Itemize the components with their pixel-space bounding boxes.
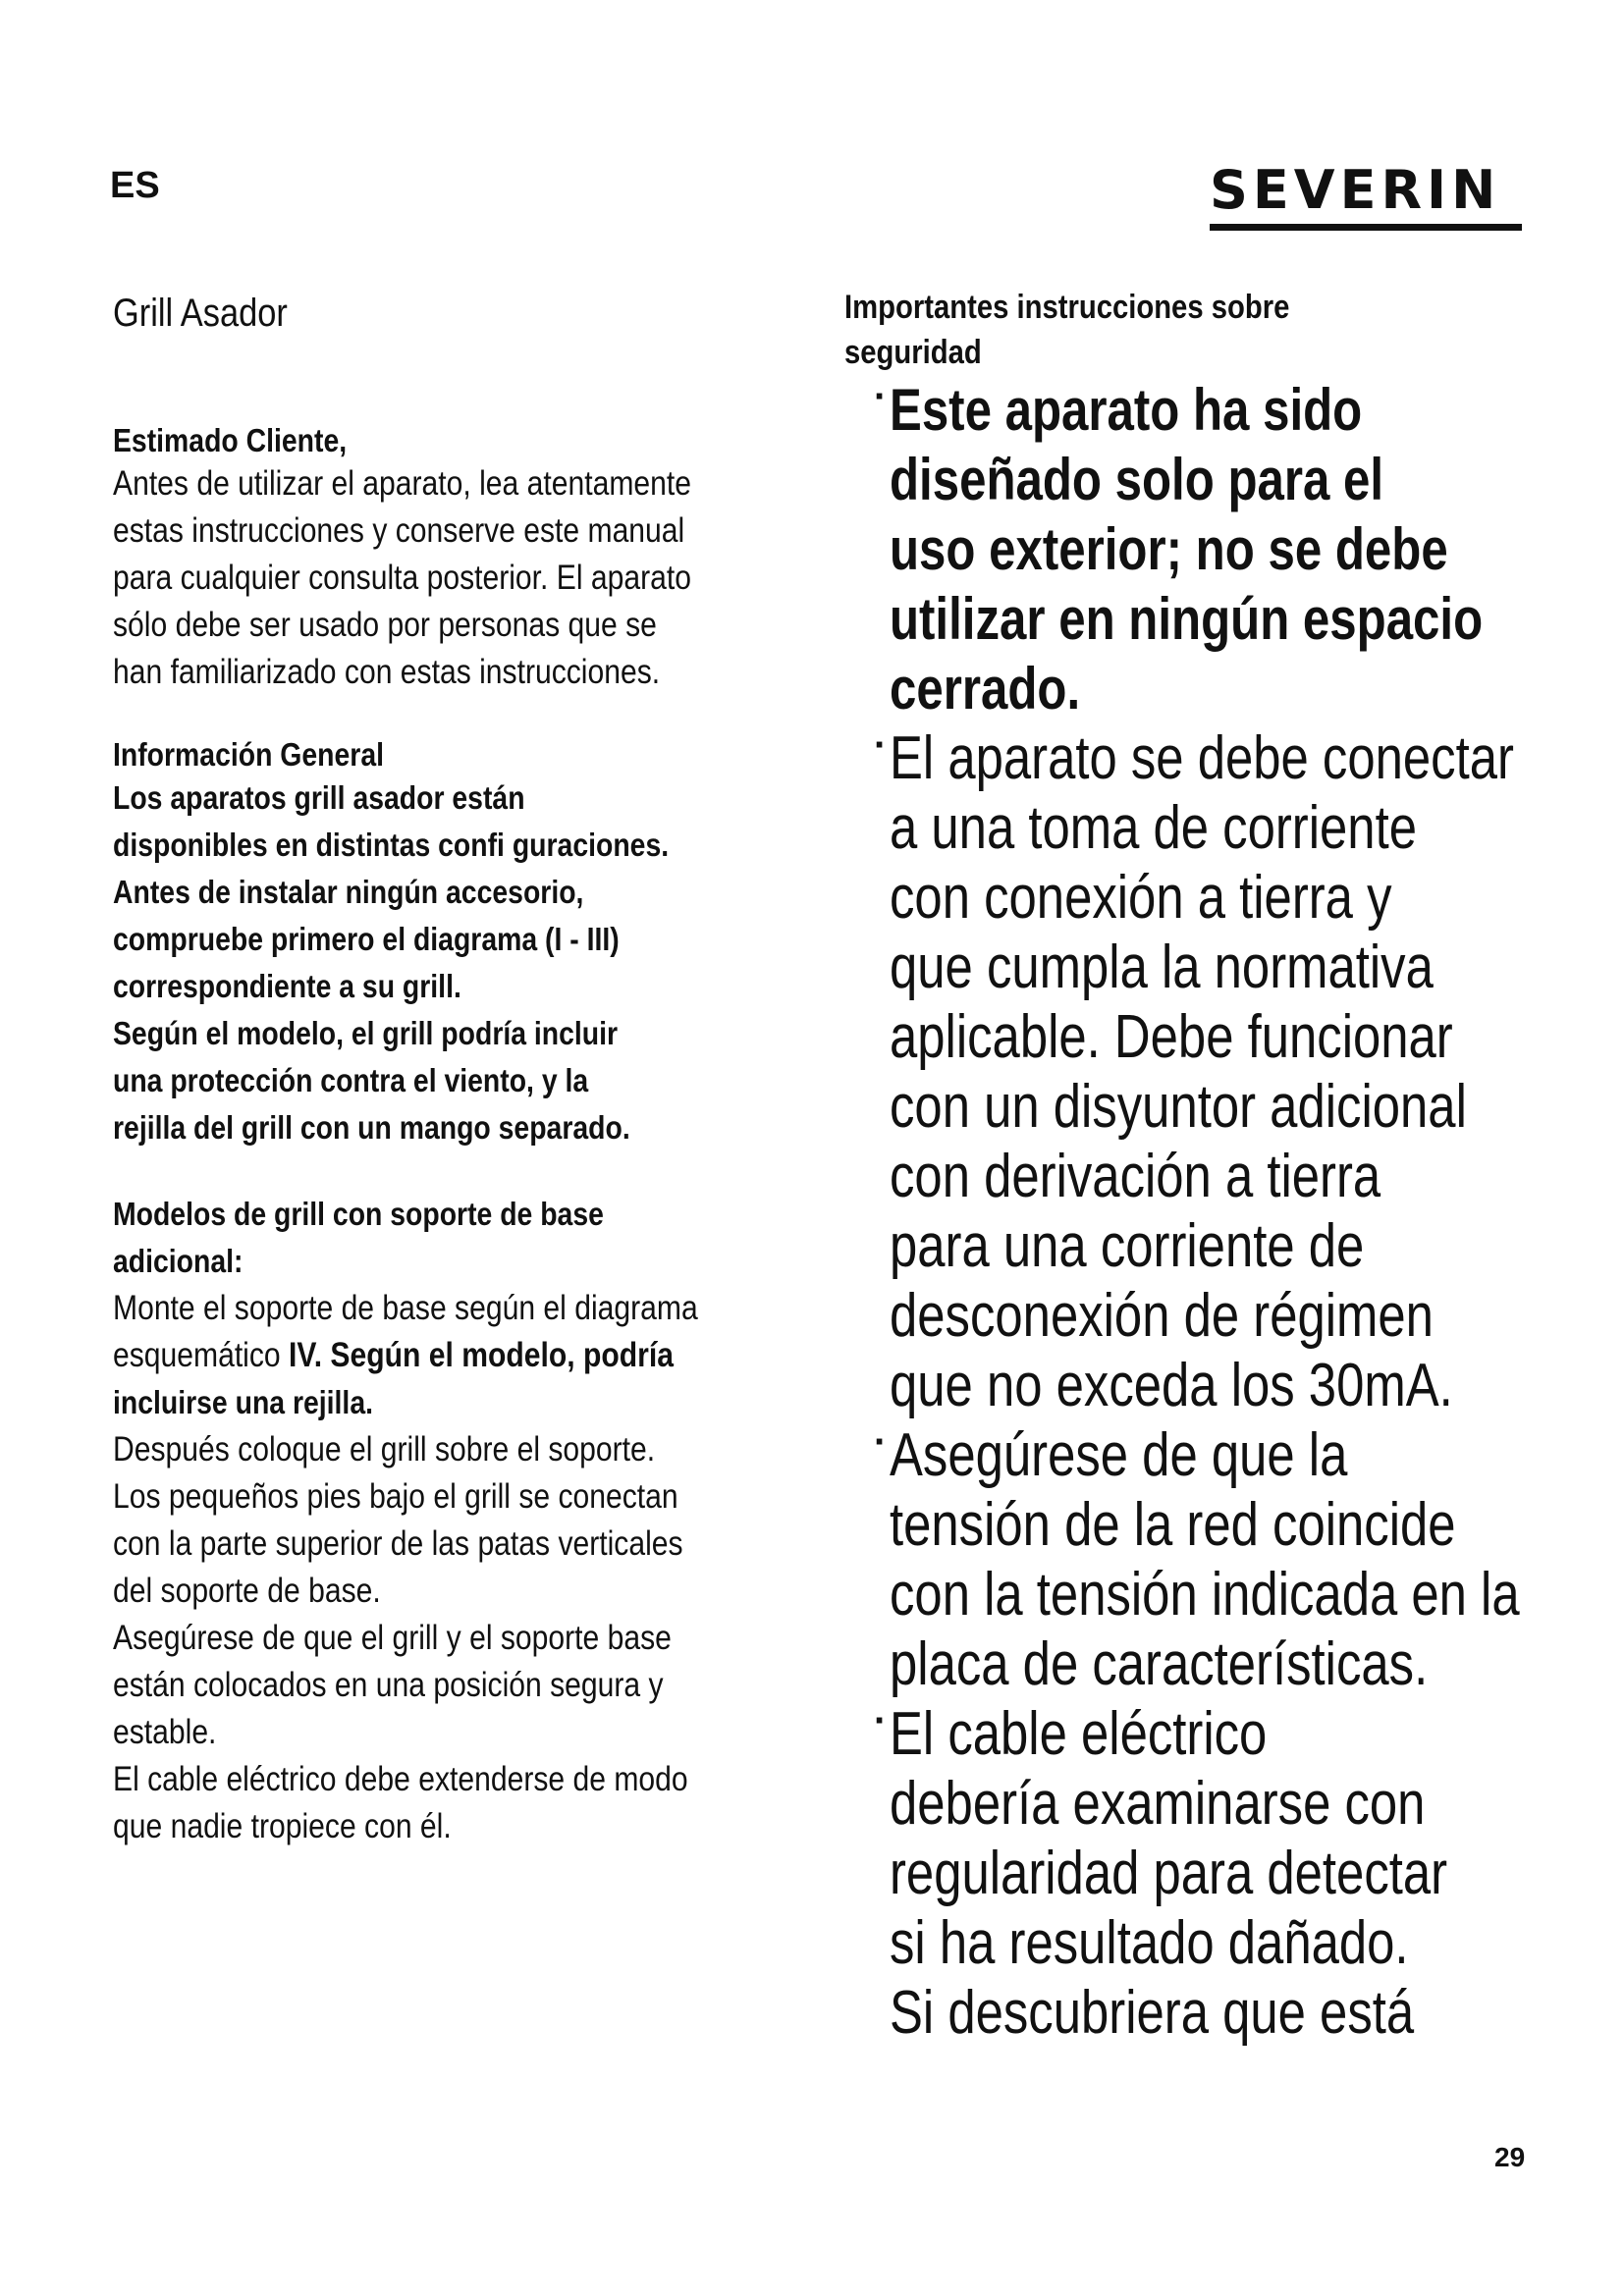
models-text-line-1: Monte el soporte de base según el diagrama <box>113 1289 698 1327</box>
brand-logo-underline <box>1210 224 1522 231</box>
models-text-2: Después coloque el grill sobre el soporte. Los pequeños pies bajo el grill se conectan con la parte superior de las patas verticales del soporte de base. Asegúrese de que el grill y el soporte base están colocados en una posición segura y estable. El cable eléctrico debe extenderse de modo que nadie tropiece con él. <box>113 1430 688 1845</box>
page-title: Grill Asador <box>113 292 288 335</box>
left-column <box>113 290 820 1850</box>
models-text-line-3: incluirse una rejilla. <box>113 1384 373 1420</box>
safety-item-outdoor <box>844 375 1610 723</box>
models-heading: Modelos de grill con soporte de base adicional: <box>113 1196 604 1279</box>
right-column <box>844 285 1610 2048</box>
general-info-text-1: Los aparatos grill asador están disponibles en distintas confi guraciones. Antes de instalar ningún accesorio, compruebe primero el diagrama (I - III) correspondiente a su grill. <box>113 779 670 1004</box>
models-text-line-2 <box>113 1332 805 1379</box>
safety-item-text: El cable eléctrico debería examinarse con regularidad para detectar si ha resultado dañado. Si descubriera que está <box>890 1700 1448 2047</box>
diagram-ref: IV <box>289 1336 314 1374</box>
safety-item-earthing <box>844 723 1610 1420</box>
safety-item-text: Este aparato ha sido diseñado solo para el uso exterior; no se debe utilizar en ningún espacio cerrado. <box>890 377 1484 721</box>
greeting-heading: Estimado Cliente, <box>113 422 348 458</box>
safety-item-text: Asegúrese de que la tensión de la red coincide con la tensión indicada en la placa de características. <box>890 1421 1520 1698</box>
safety-item-text: El aparato se debe conectar a una toma de corriente con conexión a tierra y que cumpla la normativa aplicable. Debe funcionar con un disyuntor adicional con derivación a tierra para una corriente de desconexión de régimen que no exceda los 30mA. <box>890 724 1514 1419</box>
bullet-dot: · <box>874 375 888 418</box>
brand-logo-text: SEVERIN <box>1210 159 1501 221</box>
language-code: ES <box>110 165 160 206</box>
bullet-dot: · <box>874 1699 888 1742</box>
brand-logo <box>1210 159 1522 231</box>
bullet-dot: · <box>874 1420 888 1464</box>
safety-heading: Importantes instrucciones sobre seguridad <box>844 289 1290 371</box>
bullet-dot: · <box>874 723 888 767</box>
safety-item-voltage <box>844 1420 1610 1699</box>
models-text-line-2-c: . Según el modelo, podría <box>313 1336 674 1374</box>
general-info-heading: Información General <box>113 736 384 773</box>
greeting-text: Antes de utilizar el aparato, lea atentamente estas instrucciones y conserve este manual para cualquier consulta posterior. El aparato sólo debe ser usado por personas que se han familiarizado con estas instrucciones. <box>113 464 692 691</box>
general-info-text-2: Según el modelo, el grill podría incluir una protección contra el viento, y la rejilla del grill con un mango separado. <box>113 1015 630 1146</box>
page-number: 29 <box>1494 2142 1526 2172</box>
safety-item-cable <box>844 1699 1610 2048</box>
models-text-line-2-a: esquemático <box>113 1336 290 1374</box>
